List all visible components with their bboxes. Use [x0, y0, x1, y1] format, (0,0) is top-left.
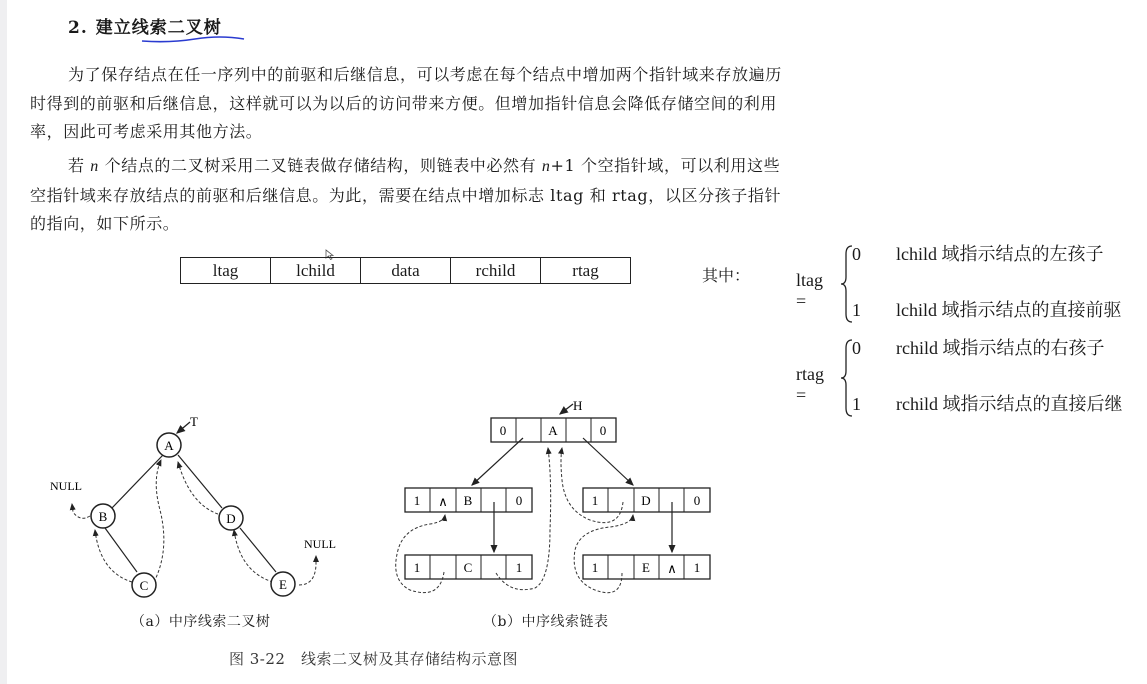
svg-text:1: 1	[693, 560, 701, 575]
head-label-h: H	[573, 398, 583, 413]
svg-text:C: C	[139, 578, 149, 593]
ltag-case-0	[852, 240, 1104, 266]
null-label: NULL	[50, 479, 82, 493]
paragraph-2	[30, 152, 790, 239]
svg-text:A: A	[164, 438, 174, 453]
null-label: NULL	[304, 537, 336, 551]
list-node-b	[405, 488, 532, 512]
rtag-label: rtag =	[796, 364, 824, 405]
field-rchild: rchild	[451, 258, 541, 284]
paragraph-2-text-c: +1 个空指针域，可以利用这些空指针域来存放结点的前驱和后继信息。为此，需要在结点中增加标志 ltag 和 rtag，以区分孩子指针的指向，如下所示。	[30, 156, 782, 233]
svg-text:1: 1	[591, 560, 599, 575]
svg-text:C: C	[463, 560, 473, 575]
field-ltag: ltag	[181, 258, 271, 284]
svg-text:1: 1	[413, 560, 421, 575]
svg-text:0: 0	[515, 493, 523, 508]
svg-text:E: E	[642, 560, 650, 575]
field-rtag: rtag	[541, 258, 631, 284]
svg-text:0: 0	[693, 493, 701, 508]
case-desc: rchild 域指示结点的直接后继	[896, 394, 1123, 414]
field-data: data	[361, 258, 451, 284]
case-desc: lchild 域指示结点的直接前驱	[896, 300, 1122, 320]
svg-text:B: B	[98, 509, 108, 524]
variable-n: n	[541, 158, 551, 175]
svg-text:1: 1	[515, 560, 523, 575]
figure-b-threaded-list	[390, 390, 720, 605]
case-value: 0	[852, 338, 861, 358]
tree-node-c	[132, 573, 156, 597]
section-title: 建立线索二叉树	[95, 18, 222, 38]
svg-text:1: 1	[591, 493, 599, 508]
svg-text:E: E	[279, 577, 287, 592]
list-node-c	[405, 555, 532, 579]
svg-text:B: B	[463, 493, 473, 508]
paragraph-2-text-a: 若	[68, 156, 91, 175]
case-value: 1	[852, 300, 861, 320]
figure-a-caption: （a）中序线索二叉树	[131, 614, 271, 630]
svg-text:0: 0	[499, 423, 507, 438]
rtag-case-0	[852, 334, 1105, 360]
tree-node-d	[219, 506, 243, 530]
section-number: 2.	[68, 18, 88, 38]
figure-a-threaded-tree	[40, 400, 360, 610]
tree-node-a	[157, 433, 181, 457]
case-desc: lchild 域指示结点的左孩子	[896, 244, 1104, 264]
svg-text:∧: ∧	[438, 494, 448, 509]
list-node-d	[583, 488, 710, 512]
figure-b-caption: （b）中序线索链表	[483, 614, 609, 630]
list-node-e	[583, 555, 710, 579]
variable-n: n	[90, 158, 99, 175]
svg-text:1: 1	[413, 493, 421, 508]
svg-text:∧: ∧	[667, 561, 677, 576]
ltag-label: ltag =	[796, 270, 823, 311]
case-value: 1	[852, 394, 861, 414]
svg-text:0: 0	[599, 423, 607, 438]
pointer-label-t: T	[190, 414, 198, 429]
node-structure-table	[180, 257, 631, 284]
svg-text:D: D	[226, 511, 236, 526]
ink-underline-annotation	[140, 33, 250, 45]
paragraph-2-text-b: 个结点的二叉树采用二叉链表做存储结构，则链表中必然有	[98, 156, 542, 175]
svg-text:A: A	[548, 423, 558, 438]
tree-node-e	[271, 572, 295, 596]
case-value: 0	[852, 244, 861, 264]
case-desc: rchild 域指示结点的右孩子	[896, 338, 1105, 358]
paragraph-1-text: 为了保存结点在任一序列中的前驱和后继信息，可以考虑在每个结点中增加两个指针域来存放遍历时得到的前驱和后继信息，这样就可以为以后的访问带来方便。但增加指针信息会降低存储空间的利用率，因此可考虑采用其他方法。	[30, 65, 782, 141]
list-node-a	[491, 418, 616, 442]
page-left-margin	[0, 0, 7, 684]
svg-text:D: D	[641, 493, 651, 508]
ltag-case-1	[852, 296, 1122, 322]
tree-node-b	[91, 504, 115, 528]
paragraph-1	[30, 61, 790, 147]
field-lchild: lchild	[271, 258, 361, 284]
rtag-case-1	[852, 390, 1122, 416]
where-label: 其中：	[702, 266, 751, 285]
figure-title: 图 3-22 线索二叉树及其存储结构示意图	[229, 650, 518, 668]
